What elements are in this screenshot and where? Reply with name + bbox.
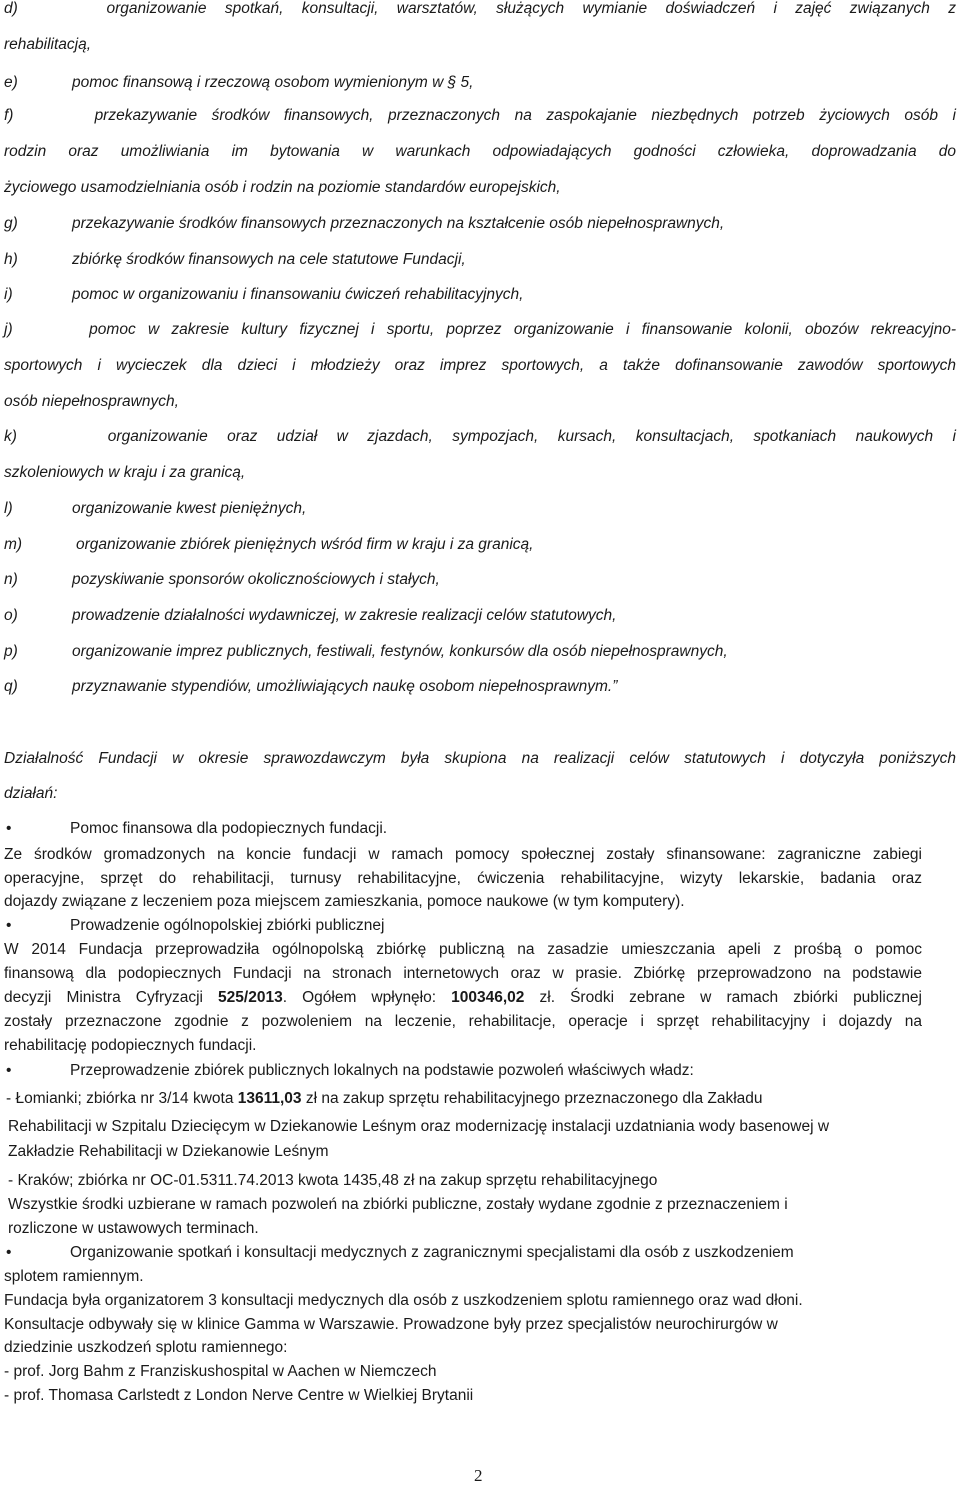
- paragraph-line: Zakładzie Rehabilitacji w Dziekanowie Leśnym: [8, 1143, 329, 1160]
- text-span: zł. Środki zebrane w ramach zbiórki publicznej: [524, 989, 922, 1006]
- list-text-continued: rodzin oraz umożliwiania im bytowania w warunkach odpowiadających godności człowieka, doprowadzania do: [4, 143, 956, 160]
- bullet-icon: •: [6, 1244, 12, 1261]
- list-text: pomoc finansową i rzeczową osobom wymienionym w § 5,: [72, 74, 474, 91]
- paragraph-line: [6, 1090, 763, 1108]
- bullet-icon: •: [6, 917, 12, 934]
- list-label: g): [4, 215, 18, 232]
- section-heading: Organizowanie spotkań i konsultacji medycznych z zagranicznymi specjalistami dla osób z uszkodzeniem: [70, 1244, 794, 1261]
- list-label: n): [4, 571, 18, 588]
- list-text: zbiórkę środków finansowych na cele statutowe Fundacji,: [72, 251, 466, 268]
- paragraph-line: - prof. Thomasa Carlstedt z London Nerve Centre w Wielkiej Brytanii: [4, 1387, 474, 1404]
- list-label: q): [4, 678, 18, 695]
- paragraph-line: Konsultacje odbywały się w klinice Gamma w Warszawie. Prowadzone były przez specjalistów neurochirurgów w: [4, 1316, 778, 1333]
- amount-total: 100346,02: [451, 989, 525, 1006]
- list-item-j: [4, 321, 956, 339]
- paragraph-line: operacyjne, sprzęt do rehabilitacji, turnusy rehabilitacyjne, ćwiczenia rehabilitacyjne, wizyty lekarskie, badania oraz: [4, 870, 922, 887]
- list-label: d): [4, 0, 18, 17]
- list-text-continued: osób niepełnosprawnych,: [4, 393, 179, 410]
- section-heading-continued: splotem ramiennym.: [4, 1268, 144, 1285]
- paragraph-line: dziedzinie uszkodzeń splotu ramiennego:: [4, 1339, 288, 1356]
- list-text: przyznawanie stypendiów, umożliwiających naukę osobom niepełnosprawnym.”: [72, 678, 618, 695]
- bullet-icon: •: [6, 1062, 12, 1079]
- section-heading: Prowadzenie ogólnopolskiej zbiórki publicznej: [70, 917, 385, 934]
- decision-number: 525/2013: [218, 989, 283, 1006]
- intro-text-continued: działań:: [4, 785, 58, 802]
- paragraph-line: [4, 989, 922, 1007]
- paragraph-line: rehabilitację podopiecznych fundacji.: [4, 1037, 257, 1054]
- paragraph-line: finansową dla podopiecznych Fundacji na stronach internetowych oraz w prasie. Zbiórkę przeprowadzono na podstawie: [4, 965, 922, 982]
- paragraph-line: - Kraków; zbiórka nr OC-01.5311.74.2013 kwota 1435,48 zł na zakup sprzętu rehabilitacyjnego: [8, 1172, 658, 1189]
- list-text: prowadzenie działalności wydawniczej, w zakresie realizacji celów statutowych,: [72, 607, 617, 624]
- list-text: pomoc w organizowaniu i finansowaniu ćwiczeń rehabilitacyjnych,: [72, 286, 524, 303]
- paragraph-line: Ze środków gromadzonych na koncie fundacji w ramach pomocy społecznej zostały sfinansowane: zagraniczne zabiegi: [4, 846, 922, 863]
- list-text: przekazywanie środków finansowych przeznaczonych na kształcenie osób niepełnosprawnych,: [72, 215, 725, 232]
- list-item-d: [4, 0, 956, 18]
- list-text-continued: szkoleniowych w kraju i za granicą,: [4, 464, 246, 481]
- paragraph-line: - prof. Jorg Bahm z Franziskushospital w Aachen w Niemczech: [4, 1363, 437, 1380]
- list-text: organizowanie imprez publicznych, festiwali, festynów, konkursów dla osób niepełnosprawnych,: [72, 643, 728, 660]
- list-label: m): [4, 536, 23, 553]
- list-text-continued: rehabilitacją,: [4, 36, 92, 53]
- paragraph-line: rozliczone w ustawowych terminach.: [8, 1220, 259, 1237]
- section-heading: Pomoc finansowa dla podopiecznych fundacji.: [70, 820, 388, 837]
- list-text: organizowanie kwest pieniężnych,: [72, 500, 307, 517]
- paragraph-line: Wszystkie środki uzbierane w ramach pozwoleń na zbiórki publiczne, zostały wydane zgodnie z przeznaczeniem i: [8, 1196, 788, 1213]
- list-label: l): [4, 500, 13, 517]
- paragraph-line: Rehabilitacji w Szpitalu Dziecięcym w Dziekanowie Leśnym oraz modernizację instalacji uzdatniania wody basenowej w: [8, 1118, 830, 1135]
- text-span: decyzji Ministra Cyfryzacji: [4, 989, 219, 1006]
- paragraph-line: zostały przeznaczone zgodnie z pozwoleniem na leczenie, rehabilitacje, operacje i sprzęt rehabilitacyjny i dojazdy na: [4, 1013, 922, 1030]
- paragraph-line: W 2014 Fundacja przeprowadziła ogólnopolską zbiórkę publiczną na zasadzie umieszczania apeli z prośbą o pomoc: [4, 941, 922, 958]
- list-text: organizowanie spotkań, konsultacji, warsztatów, służących wymianie doświadczeń i zajęć związanych z: [106, 0, 956, 17]
- list-label: k): [4, 428, 17, 445]
- list-label: e): [4, 74, 18, 91]
- paragraph-line: Fundacja była organizatorem 3 konsultacji medycznych dla osób z uszkodzeniem splotu ramiennego oraz wad dłoni.: [4, 1292, 803, 1309]
- bullet-icon: •: [6, 820, 12, 837]
- list-label: f): [4, 107, 14, 124]
- list-text: przekazywanie środków finansowych, przeznaczonych na zaspokajanie niezbędnych potrzeb życiowych osób i: [94, 107, 956, 124]
- text-span: . Ogółem wpłynęło:: [282, 989, 452, 1006]
- list-label: j): [4, 321, 13, 338]
- list-label: p): [4, 643, 18, 660]
- list-text: organizowanie oraz udział w zjazdach, sympozjach, kursach, konsultacjach, spotkaniach naukowych i: [107, 428, 956, 445]
- list-text: pozyskiwanie sponsorów okolicznościowych i stałych,: [72, 571, 440, 588]
- list-item-f: [4, 107, 956, 125]
- list-label: h): [4, 251, 18, 268]
- list-label: i): [4, 286, 13, 303]
- list-item-k: [4, 428, 956, 446]
- section-heading: Przeprowadzenie zbiórek publicznych lokalnych na podstawie pozwoleń właściwych władz:: [70, 1062, 694, 1079]
- list-text-continued: sportowych i wycieczek dla dzieci i młodzieży oraz imprez sportowych, a także dofinansowanie zawodów sportowych: [4, 357, 956, 374]
- paragraph-line: dojazdy związane z leczeniem poza miejscem zamieszkania, pomoce naukowe (w tym komputery).: [4, 893, 685, 910]
- intro-text: Działalność Fundacji w okresie sprawozdawczym była skupiona na realizacji celów statutowych i dotyczyła poniższych: [4, 750, 956, 767]
- list-text-continued: życiowego usamodzielniania osób i rodzin na poziomie standardów europejskich,: [4, 179, 561, 196]
- text-span: - Łomianki; zbiórka nr 3/14 kwota: [6, 1090, 238, 1107]
- page-number: 2: [474, 1466, 483, 1485]
- list-text: organizowanie zbiórek pieniężnych wśród firm w kraju i za granicą,: [76, 536, 534, 553]
- amount-lomianki: 13611,03: [237, 1090, 302, 1107]
- text-span: zł na zakup sprzętu rehabilitacyjnego przeznaczonego dla Zakładu: [301, 1090, 763, 1107]
- list-text: pomoc w zakresie kultury fizycznej i sportu, poprzez organizowanie i finansowanie kolonii, obozów rekreacyjno-: [89, 321, 957, 338]
- list-label: o): [4, 607, 18, 624]
